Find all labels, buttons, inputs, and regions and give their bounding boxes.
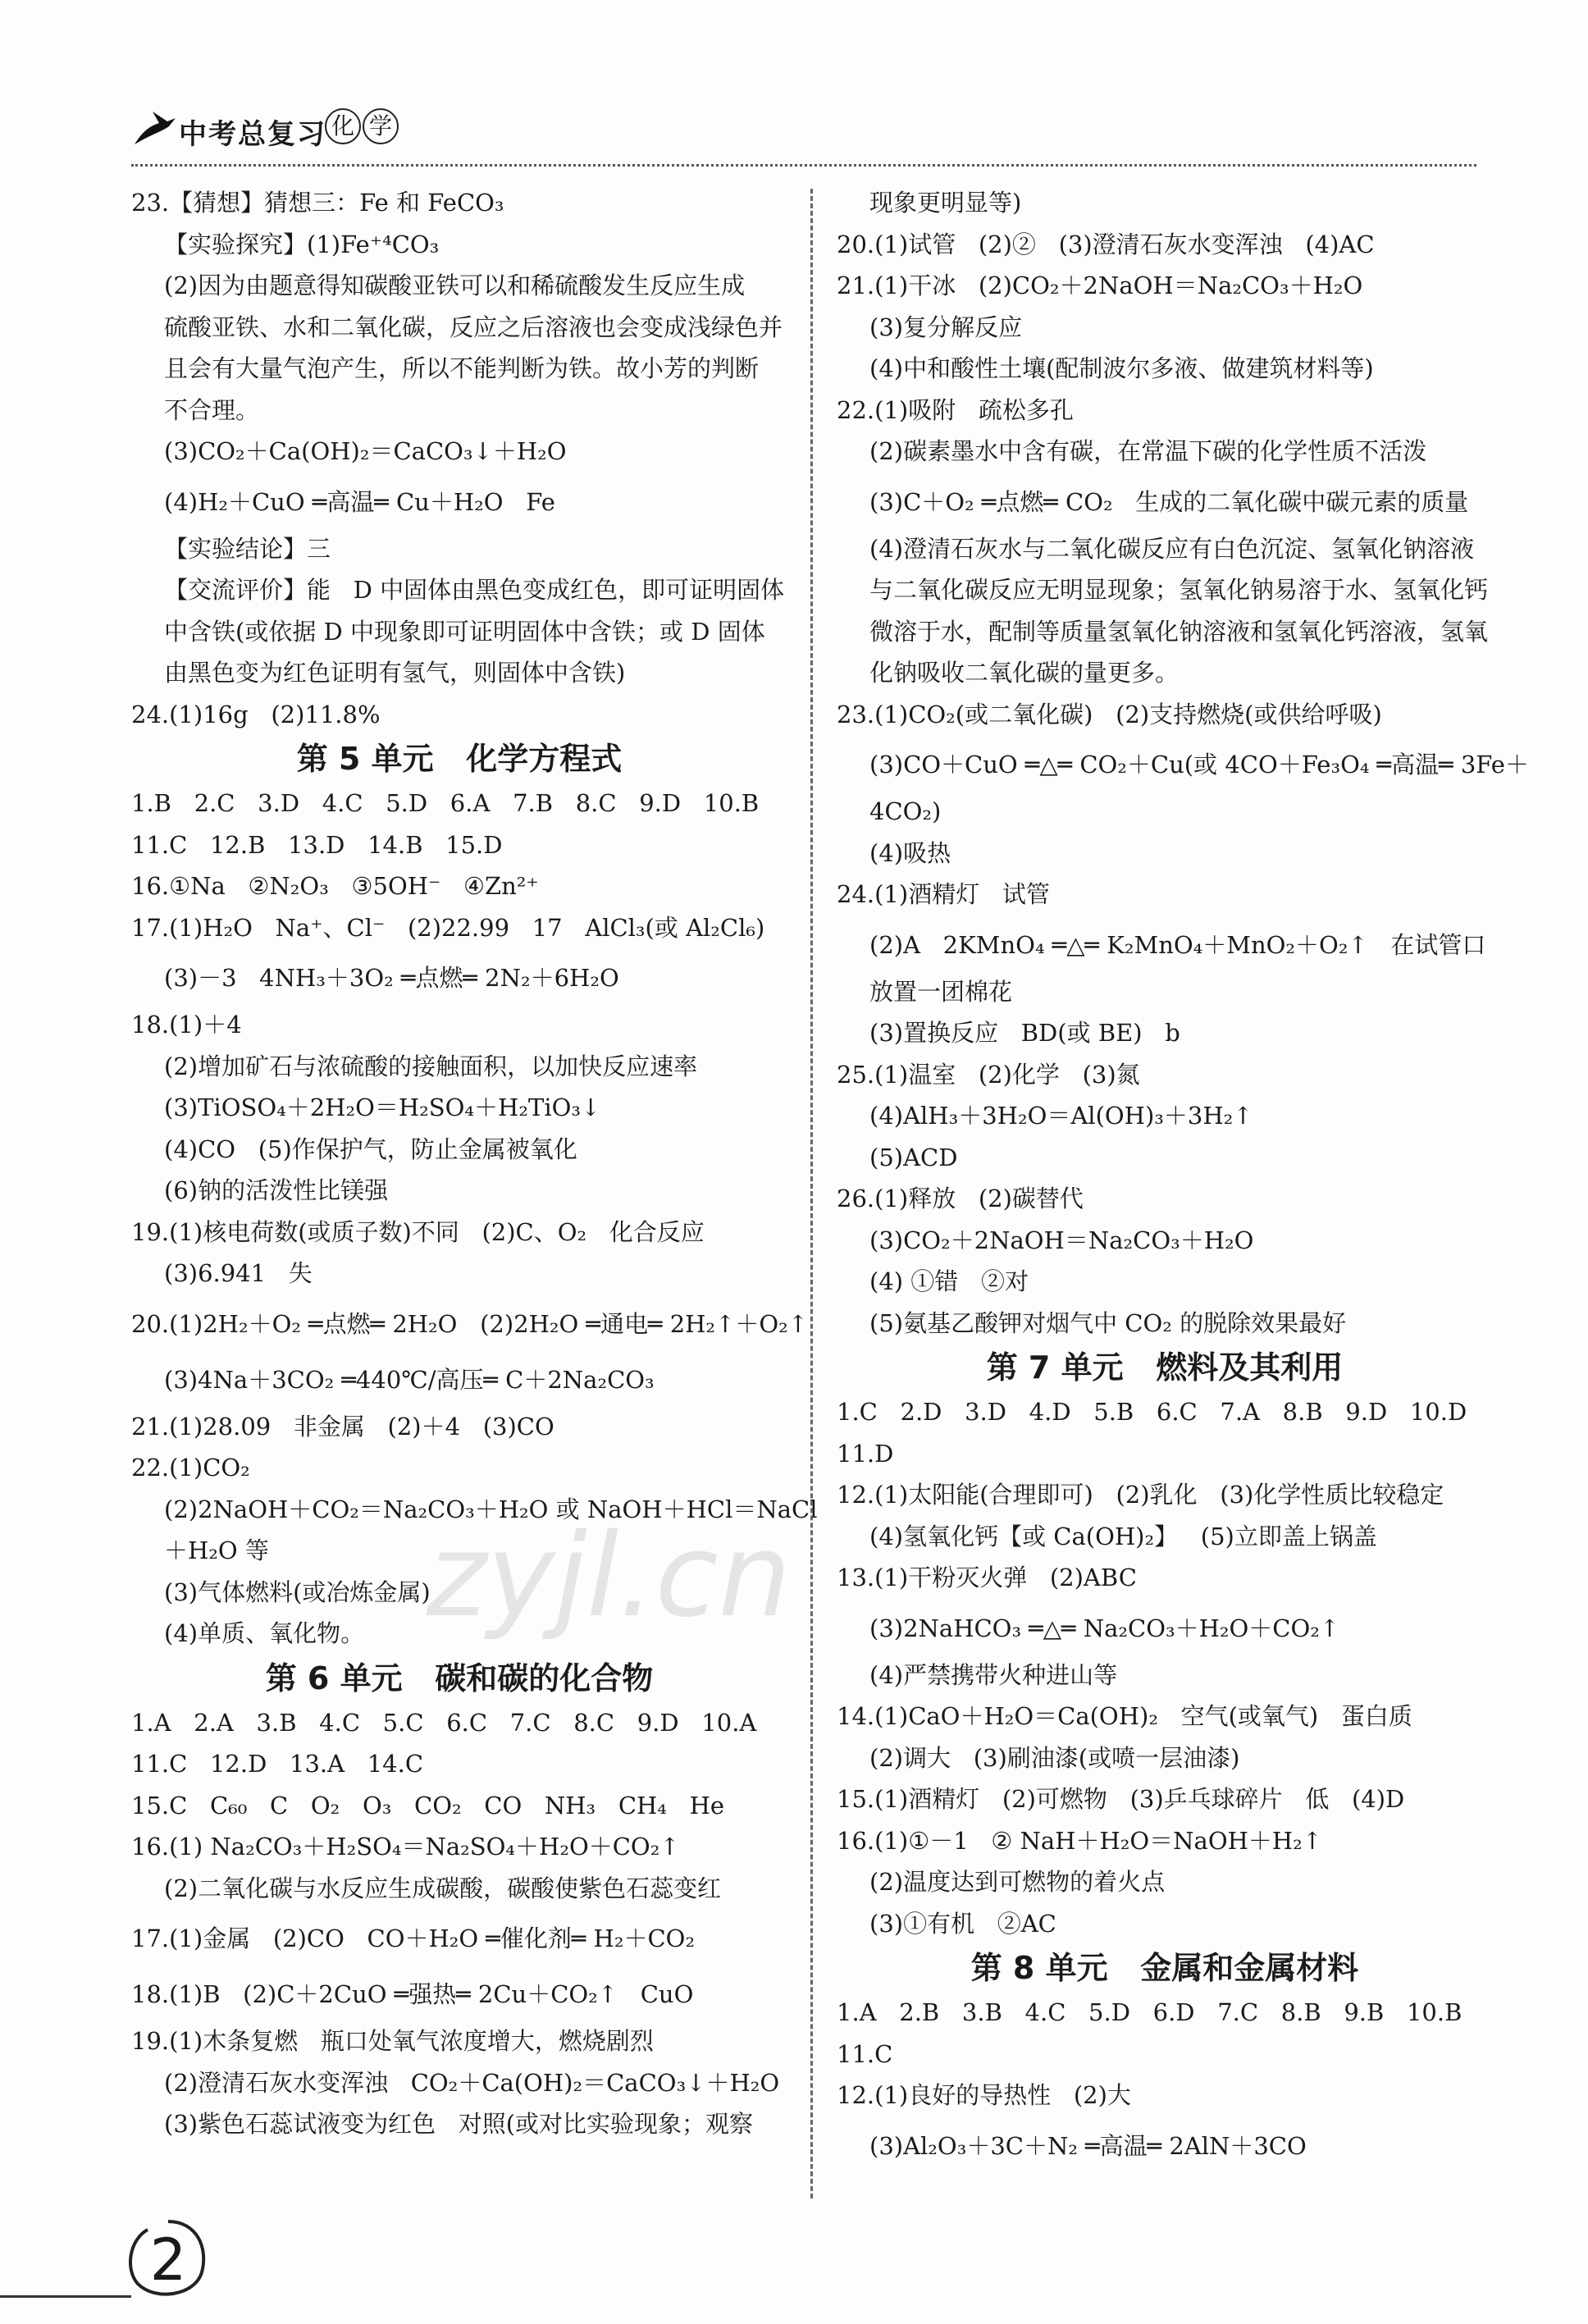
answer-line: 中含铁(或依据 D 中现象即可证明固体中含铁；或 D 固体 [164, 617, 765, 646]
watermark: zyjl.cn [427, 1509, 792, 1643]
answer-line: (4)吸热 [869, 838, 951, 867]
answer-line: 21.(1)28.09 非金属 (2)＋4 (3)CO [131, 1412, 554, 1441]
answer-line: (4)氢氧化钙【或 Ca(OH)₂】 (5)立即盖上锅盖 [869, 1522, 1377, 1550]
page-number: 2 [149, 2226, 187, 2294]
answer-line: 1.C 2.D 3.D 4.D 5.B 6.C 7.A 8.B 9.D 10.D [837, 1398, 1467, 1426]
answer-line: ＋H₂O 等 [164, 1536, 269, 1564]
unit-heading: 第 7 单元 燃料及其利用 [986, 1349, 1344, 1386]
answer-line: 19.(1)木条复燃 瓶口处氧气浓度增大，燃烧剧烈 [131, 2027, 654, 2055]
answer-line: 13.(1)干粉灭火弹 (2)ABC [837, 1564, 1137, 1591]
answer-line: 11.D [837, 1439, 894, 1468]
answer-line: 24.(1)酒精灯 试管 [837, 880, 1050, 908]
answer-line: (3)置换反应 BD(或 BE) b [869, 1019, 1180, 1047]
answer-line: (5)氨基乙酸钾对烟气中 CO₂ 的脱除效果最好 [869, 1308, 1347, 1337]
right-column [837, 182, 1529, 2172]
answer-line: 放置一团棉花 [869, 977, 1013, 1006]
answer-line: (4)单质、氧化物。 [164, 1619, 365, 1647]
answer-line: (2)增加矿石与浓硫酸的接触面积，以加快反应速率 [164, 1052, 698, 1080]
header-divider [131, 164, 1476, 167]
answer-line: (4)中和酸性土壤(配制波尔多液、做建筑材料等) [869, 354, 1374, 382]
answer-line: 11.C 12.D 13.A 14.C [131, 1750, 424, 1778]
answer-line: 24.(1)16g (2)11.8% [131, 700, 381, 728]
answer-line: (4)澄清石灰水与二氧化碳反应有白色沉淀、氢氧化钠溶液 [869, 534, 1475, 563]
subject-char-1: 化 [325, 108, 361, 144]
answer-line: (4)CO (5)作保护气，防止金属被氧化 [164, 1135, 577, 1163]
answer-line: 14.(1)CaO＋H₂O＝Ca(OH)₂ 空气(或氧气) 蛋白质 [837, 1702, 1412, 1730]
answer-line: 25.(1)温室 (2)化学 (3)氮 [837, 1060, 1140, 1089]
answer-line: 16.(1)①－1 ② NaH＋H₂O＝NaOH＋H₂↑ [837, 1826, 1323, 1855]
answer-line: (3)复分解反应 [869, 313, 1023, 341]
answer-line: (2)A 2KMnO₄ ═△═ K₂MnO₄＋MnO₂＋O₂↑ 在试管口 [869, 930, 1486, 959]
answer-line: (2)2NaOH＋CO₂＝Na₂CO₃＋H₂O 或 NaOH＋HCl＝NaCl [164, 1495, 818, 1523]
answer-line: 20.(1)试管 (2)② (3)澄清石灰水变浑浊 (4)AC [837, 230, 1375, 258]
answer-line: 20.(1)2H₂＋O₂ ═点燃═ 2H₂O (2)2H₂O ═通电═ 2H₂↑＋O₂↑ [131, 1309, 809, 1338]
answer-line: 【交流评价】能 D 中固体由黑色变成红色，即可证明固体 [164, 576, 785, 604]
answer-line: (3)CO₂＋2NaOH＝Na₂CO₃＋H₂O [869, 1226, 1254, 1254]
book-title: 中考总复习 [179, 118, 326, 151]
answer-line: 与二氧化碳反应无明显现象；氢氧化钠易溶于水、氢氧化钙 [869, 576, 1489, 604]
answer-line: 1.B 2.C 3.D 4.C 5.D 6.A 7.B 8.C 9.D 10.B [131, 789, 760, 817]
answer-line: 化钠吸收二氧化碳的量更多。 [869, 659, 1180, 687]
answer-line: (3)6.941 失 [164, 1259, 313, 1287]
answer-line: (4)AlH₃＋3H₂O＝Al(OH)₃＋3H₂↑ [869, 1102, 1253, 1130]
answer-line: (2)二氧化碳与水反应生成碳酸，碳酸使紫色石蕊变红 [164, 1874, 722, 1902]
answer-line: 11.C [837, 2039, 893, 2068]
answer-line: 21.(1)干冰 (2)CO₂＋2NaOH＝Na₂CO₃＋H₂O [837, 272, 1363, 299]
answer-line: 12.(1)太阳能(合理即可) (2)乳化 (3)化学性质比较稳定 [837, 1481, 1444, 1509]
answer-line: 17.(1)H₂O Na⁺、Cl⁻ (2)22.99 17 AlCl₃(或 Al₂Cl₆) [131, 913, 765, 942]
answer-line: 26.(1)释放 (2)碳替代 [837, 1185, 1084, 1212]
answer-line: 16.(1) Na₂CO₃＋H₂SO₄＝Na₂SO₄＋H₂O＋CO₂↑ [131, 1833, 680, 1861]
answer-line: 由黑色变为红色证明有氢气，则固体中含铁) [164, 659, 626, 687]
answer-line: (4)严禁携带火种进山等 [869, 1660, 1118, 1689]
unit-heading: 第 8 单元 金属和金属材料 [970, 1950, 1359, 1986]
answer-line: (4) ①错 ②对 [869, 1267, 1029, 1295]
answer-line: 18.(1)＋4 [131, 1011, 242, 1039]
answer-line: 【实验结论】三 [164, 534, 331, 563]
answer-line: (2)澄清石灰水变浑浊 CO₂＋Ca(OH)₂＝CaCO₃↓＋H₂O [164, 2068, 780, 2097]
answer-line: 15.C C₆₀ C O₂ O₃ CO₂ CO NH₃ CH₄ He [131, 1791, 725, 1819]
answer-line: 22.(1)CO₂ [131, 1454, 250, 1482]
answer-line: (2)温度达到可燃物的着火点 [869, 1868, 1166, 1896]
answer-line: (3)紫色石蕊试液变为红色 对照(或对比实验现象；观察 [164, 2110, 754, 2138]
page-number-badge [123, 2215, 213, 2305]
answer-line: (3)气体燃料(或冶炼金属) [164, 1577, 431, 1606]
answer-line: (2)因为由题意得知碳酸亚铁可以和稀硫酸发生反应生成 [164, 272, 746, 299]
answer-line: 现象更明显等) [869, 189, 1022, 217]
answer-line: 12.(1)良好的导热性 (2)大 [837, 2081, 1131, 2109]
answer-line: 15.(1)酒精灯 (2)可燃物 (3)乒乓球碎片 低 (4)D [837, 1785, 1405, 1813]
answer-line: 微溶于水，配制等质量氢氧化钠溶液和氢氧化钙溶液，氢氧 [869, 617, 1489, 646]
unit-heading: 第 5 单元 化学方程式 [296, 741, 623, 777]
answer-line: 且会有大量气泡产生，所以不能判断为铁。故小芳的判断 [164, 354, 760, 382]
answer-line: 【实验探究】(1)Fe⁺⁴CO₃ [164, 230, 440, 258]
answer-line: (3)TiOSO₄＋2H₂O＝H₂SO₄＋H₂TiO₃↓ [164, 1094, 601, 1121]
subject-char-2: 学 [363, 108, 399, 144]
answer-line: 23.【猜想】猜想三：Fe 和 FeCO₃ [131, 189, 504, 217]
answer-line: (2)碳素墨水中含有碳，在常温下碳的化学性质不活泼 [869, 437, 1427, 465]
answer-line: 4CO₂) [869, 797, 942, 825]
answer-line: (3)2NaHCO₃ ═△═ Na₂CO₃＋H₂O＋CO₂↑ [869, 1614, 1340, 1642]
answer-line: 18.(1)B (2)C＋2CuO ═强热═ 2Cu＋CO₂↑ CuO [131, 1980, 694, 2008]
page-number-underline [0, 2295, 131, 2298]
answer-line: (3)CO₂＋Ca(OH)₂＝CaCO₃↓＋H₂O [164, 437, 567, 465]
answer-line: 22.(1)吸附 疏松多孔 [837, 395, 1074, 424]
answer-line: (5)ACD [869, 1143, 958, 1171]
answer-line: (3)C＋O₂ ═点燃═ CO₂ 生成的二氧化碳中碳元素的质量 [869, 487, 1469, 516]
answer-line: (4)H₂＋CuO ═高温═ Cu＋H₂O Fe [164, 487, 555, 516]
answer-line: 19.(1)核电荷数(或质子数)不同 (2)C、O₂ 化合反应 [131, 1217, 705, 1246]
answer-line: 不合理。 [164, 395, 260, 424]
answer-line: (3)－3 4NH₃＋3O₂ ═点燃═ 2N₂＋6H₂O [164, 964, 619, 992]
answer-line: (3)Al₂O₃＋3C＋N₂ ═高温═ 2AlN＋3CO [869, 2131, 1307, 2160]
answer-line: (2)调大 (3)刷油漆(或喷一层油漆) [869, 1743, 1240, 1772]
answer-line: 1.A 2.A 3.B 4.C 5.C 6.C 7.C 8.C 9.D 10.A [131, 1708, 757, 1737]
answer-line: 1.A 2.B 3.B 4.C 5.D 6.D 7.C 8.B 9.B 10.B [837, 1998, 1463, 2026]
answer-line: (3)①有机 ②AC [869, 1909, 1056, 1938]
answer-line: 11.C 12.B 13.D 14.B 15.D [131, 830, 503, 859]
answer-line: (3)CO＋CuO ═△═ CO₂＋Cu(或 4CO＋Fe₃O₄ ═高温═ 3Fe＋ [869, 751, 1529, 778]
column-divider [810, 189, 813, 2198]
unit-heading: 第 6 单元 碳和碳的化合物 [265, 1660, 654, 1696]
answer-line: 硫酸亚铁、水和二氧化碳，反应之后溶液也会变成浅绿色并 [164, 313, 783, 341]
answer-line: 16.①Na ②N₂O₃ ③5OH⁻ ④Zn²⁺ [131, 872, 539, 900]
answer-line: (3)4Na＋3CO₂ ═440℃/高压═ C＋2Na₂CO₃ [164, 1365, 655, 1394]
left-column [131, 182, 818, 2145]
bird-logo-icon [131, 103, 177, 149]
answer-line: (6)钠的活泼性比镁强 [164, 1176, 389, 1204]
answer-line: 23.(1)CO₂(或二氧化碳) (2)支持燃烧(或供给呼吸) [837, 700, 1382, 728]
answer-line: 17.(1)金属 (2)CO CO＋H₂O ═催化剂═ H₂＋CO₂ [131, 1924, 696, 1952]
